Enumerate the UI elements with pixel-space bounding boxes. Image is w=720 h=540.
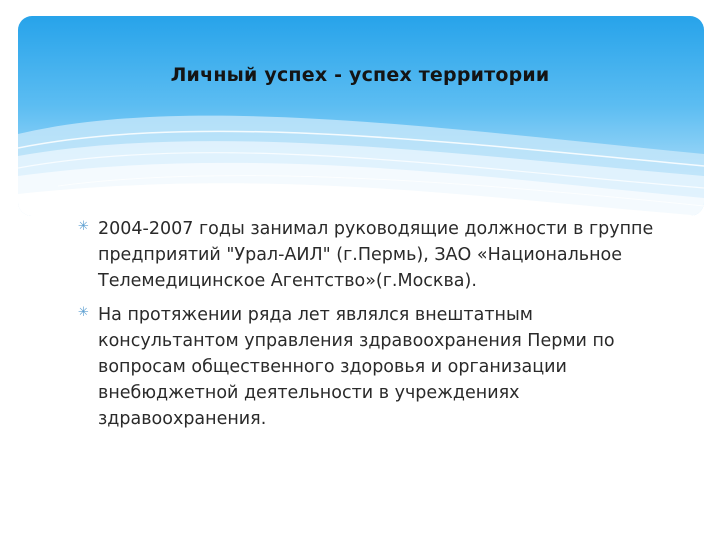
asterisk-icon: ✳ xyxy=(78,219,89,234)
bullet-list xyxy=(78,216,658,440)
list-item xyxy=(78,302,658,432)
wave-decoration xyxy=(18,16,704,216)
bullet-text: 2004-2007 годы занимал руководящие должности в группе предприятий "Урал-АИЛ" (г.Пермь), ЗАО «Национальное Телемедицинское Агентство»(г.Москва). xyxy=(98,219,654,291)
slide-title: Личный успех - успех территории xyxy=(170,64,550,86)
bullet-text: На протяжении ряда лет являлся внештатным консультантом управления здравоохранения Перми по вопросам общественного здоровья и организации внебюджетной деятельности в учреждениях здравоохранения. xyxy=(98,305,615,429)
asterisk-icon: ✳ xyxy=(78,305,89,320)
header-banner xyxy=(18,16,704,216)
list-item xyxy=(78,216,658,294)
